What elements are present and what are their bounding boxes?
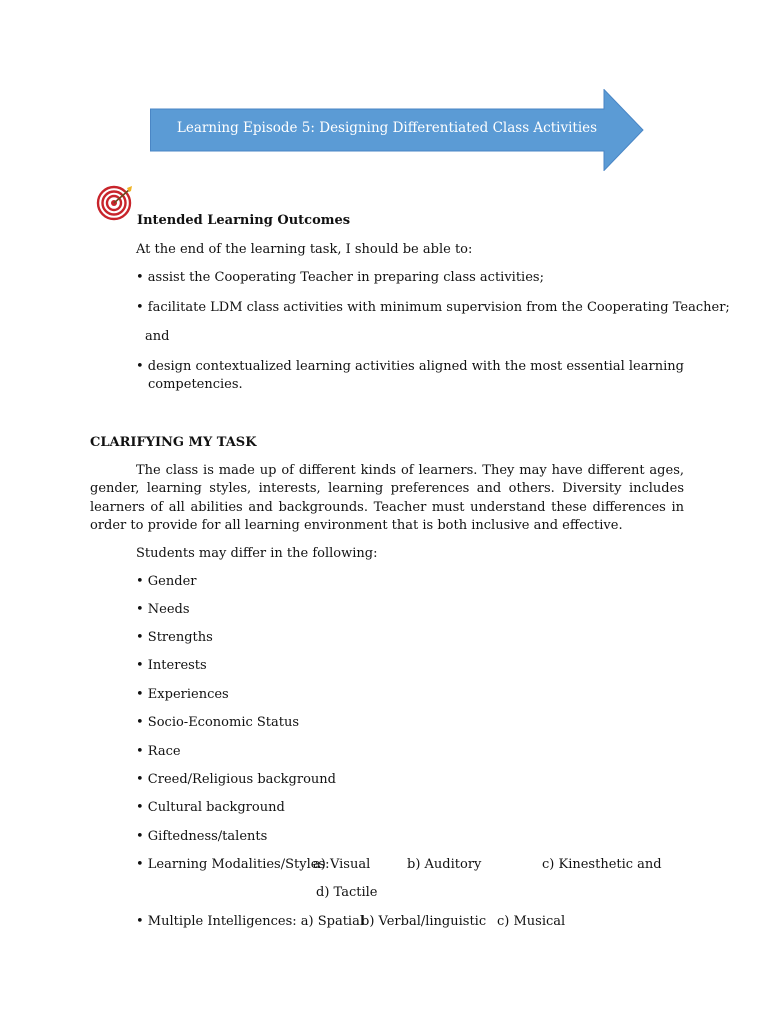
modality-a: a) Visual (313, 857, 371, 872)
intelligence-c: c) Musical (497, 914, 566, 929)
modality-d: d) Tactile (316, 885, 378, 900)
outcome-item-continued: competencies. (148, 377, 243, 392)
list-item: • Socio-Economic Status (136, 715, 300, 730)
outcome-item: • assist the Cooperating Teacher in preparing class activities; (136, 270, 544, 285)
outcome-item: • design contextualized learning activities aligned with the most essential learning (136, 359, 684, 374)
list-item: • Strengths (136, 630, 213, 645)
list-item: • Giftedness/talents (136, 829, 268, 844)
outcome-item: • facilitate LDM class activities with minimum supervision from the Cooperating Teacher; (136, 300, 730, 315)
intelligence-b: b) Verbal/linguistic (361, 914, 487, 929)
modality-b: b) Auditory (407, 857, 482, 872)
diversity-paragraph: The class is made up of different kinds of learners. They may have different ages, gender, learning styles, interests, learning preferences and others. Diversity includes learners of all abilities and backgrounds. Teacher must understand these differences in order to provide for all learning environment that is both inclusive and effective. (90, 463, 684, 533)
list-item: • Needs (136, 602, 190, 617)
outcome-item: and (145, 329, 170, 344)
list-intro: Students may differ in the following: (136, 546, 378, 561)
list-item: • Race (136, 744, 181, 759)
list-item: • Cultural background (136, 800, 285, 815)
outcomes-heading: Intended Learning Outcomes (137, 213, 351, 228)
episode-banner (150, 89, 644, 171)
target-icon (96, 183, 134, 221)
section-heading: CLARIFYING MY TASK (90, 435, 257, 450)
list-item: • Experiences (136, 687, 229, 702)
list-item: • Creed/Religious background (136, 772, 336, 787)
episode-title: Learning Episode 5: Designing Differentiated Class Activities (176, 120, 598, 136)
modality-c: c) Kinesthetic and (542, 857, 662, 872)
modalities-label: • Learning Modalities/Styles: (136, 857, 330, 872)
list-item: • Gender (136, 574, 197, 589)
outcomes-intro: At the end of the learning task, I should be able to: (136, 242, 473, 257)
list-item: • Interests (136, 658, 207, 673)
intelligences-label: • Multiple Intelligences: a) Spatial (136, 914, 364, 929)
